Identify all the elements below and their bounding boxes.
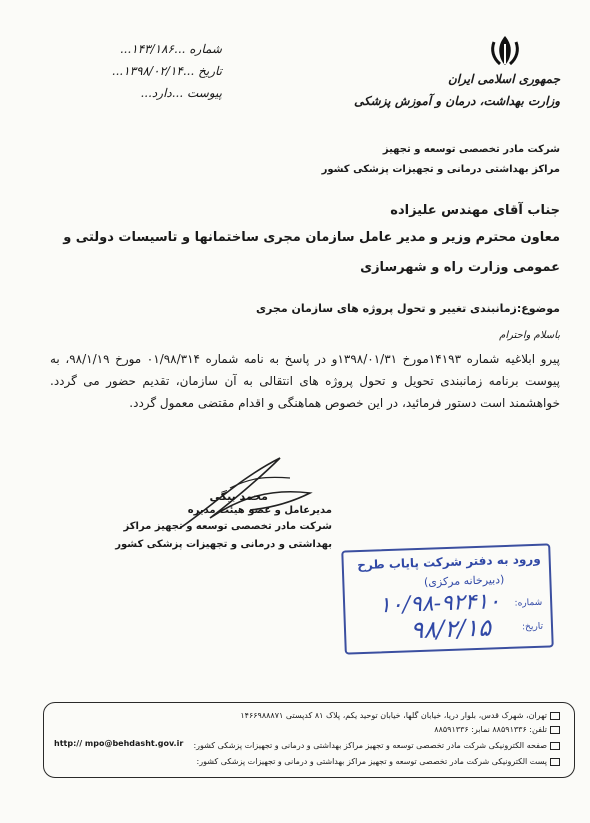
letter-subject: موضوع:زمانبندی تغییر و تحول پروژه های سازمان مجری	[255, 302, 560, 315]
footer-contact-box	[43, 702, 575, 778]
addressee-name: جناب آقای مهندس علیزاده	[390, 203, 560, 218]
letter-attachment: پیوست ...دارد...	[140, 86, 222, 100]
iran-emblem-icon	[488, 34, 522, 68]
ministry-title: وزارت بهداشت، درمان و آموزش پزشکی	[354, 94, 560, 108]
stamp-subtitle: (دبیرخانه مرکزی)	[423, 573, 505, 589]
location-icon	[550, 712, 560, 720]
signatory-org-1: شرکت مادر تخصصی توسعه و تجهیز مراکز	[123, 521, 332, 532]
letter-date: تاریخ ...۱۳۹۸/۰۲/۱۴...	[111, 64, 222, 78]
footer-phone	[434, 725, 560, 734]
envelope-icon	[550, 742, 560, 750]
entry-stamp	[341, 543, 554, 654]
footer-phone-text: تلفن: ۸۸۵۹۱۳۳۶ نمابر: ۸۸۵۹۱۳۳۶	[434, 725, 547, 734]
footer-website	[197, 757, 560, 766]
salutation: باسلام واحترام	[499, 330, 560, 341]
footer-address	[240, 711, 560, 720]
org-line-1: شرکت مادر تخصصی توسعه و تجهیز	[382, 144, 560, 155]
stamp-title: ورود به دفتر شرکت پایاب طرح	[357, 551, 541, 573]
footer-website-text: پست الکترونیکی شرکت مادر تخصصی توسعه و تجهیز مراکز بهداشتی و درمانی و تجهیزات پزشکی کشور:	[196, 757, 547, 766]
stamp-date-label: تاریخ:	[521, 621, 544, 633]
signatory-title: مدیرعامل و عضو هیئت مدیره	[187, 505, 332, 516]
republic-title: جمهوری اسلامی ایران	[447, 72, 560, 86]
footer-email	[193, 741, 560, 750]
envelope-icon	[550, 758, 560, 766]
stamp-number: ۱۰/۹۸-۹۲۴۱۰	[378, 589, 501, 619]
signatory-org-2: بهداشتی و درمانی و تجهیزات پزشکی کشور	[115, 539, 332, 550]
phone-icon	[550, 726, 560, 734]
stamp-number-label: شماره:	[514, 597, 543, 609]
footer-email-text: صفحه الکترونیکی شرکت مادر تخصصی توسعه و تجهیز مراکز بهداشتی و درمانی و تجهیزات پزشکی کشور:	[193, 741, 547, 750]
footer-url: http:// mpo@behdasht.gov.ir	[54, 739, 184, 748]
letter-number: شماره ...۱۴۳/۱۸۶...	[119, 42, 222, 56]
letter-body: پیرو ابلاغیه شماره ۱۴۱۹۳مورخ ۱۳۹۸/۰۱/۳۱و در پاسخ به نامه شماره ۰۱/۹۸/۳۱۴ مورخ ۹۸/۱/۱۹، به پیوست برنامه زمانبندی تحویل و تحول پروژه های انتقالی به آن سازمان، تقدیم حضور می گردد. خواهشمند است دستور فرمائید، در این خصوص هماهنگی و اقدام مقتضی معمول گردد.	[50, 352, 561, 410]
stamp-date: ۹۸/۲/۱۵	[409, 613, 492, 645]
org-line-2: مراکز بهداشتی درمانی و تجهیزات پزشکی کشور	[321, 164, 560, 175]
footer-address-text: تهران، شهرک قدس، بلوار دریا، خیابان گلها، خیابان توحید یکم، پلاک ۸۱ کدپستی ۱۴۶۶۹۸۸۸۷۱	[240, 711, 547, 720]
addressee-title-cont: عمومی وزارت راه و شهرسازی	[360, 260, 560, 275]
addressee-title: معاون محترم وزیر و مدیر عامل سازمان مجری ساختمانها و تاسیسات دولتی و	[63, 230, 560, 245]
signatory-name: محمد بیگی	[209, 490, 268, 503]
